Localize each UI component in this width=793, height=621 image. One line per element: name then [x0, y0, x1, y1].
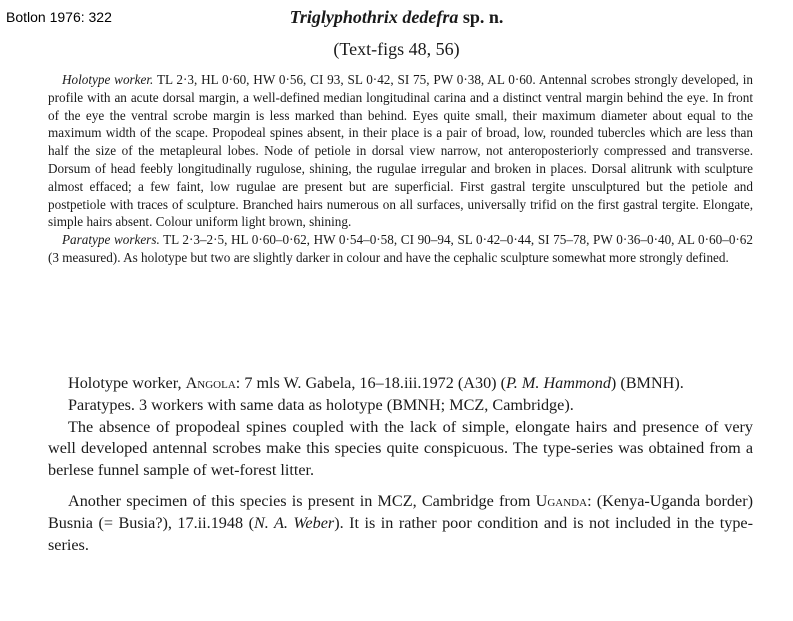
other-specimen-pre: Another specimen of this species is present in MCZ, Cambridge from: [68, 491, 536, 510]
other-specimen-post: ). It is in rather poor condition and is not included in the type-series.: [48, 513, 753, 554]
holotype-record-pre: Holotype worker,: [68, 374, 186, 392]
paratypes-record: Paratypes. 3 workers with same data as holotype (BMNH; MCZ, Cambridge).: [68, 395, 574, 414]
species-title: [0, 7, 793, 28]
type-data-block: [48, 373, 753, 556]
other-specimen-collector: N. A. Weber: [253, 513, 335, 532]
species-suffix: sp. n.: [458, 7, 504, 27]
other-specimen-paragraph: [48, 491, 753, 556]
paratype-description: [48, 231, 753, 267]
species-name: Triglyphothrix dedefra: [289, 7, 459, 27]
paratype-text: TL 2·3–2·5, HL 0·60–0·62, HW 0·54–0·58, CI 90–94, SL 0·42–0·44, SI 75–78, PW 0·36–0·40, AL 0·60–0·62 (3 measured). As holotype but two are slightly darker in colour and have the cephalic sculpture somewhat more strongly defined.: [48, 232, 753, 265]
discussion-paragraph: The absence of propodeal spines coupled with the lack of simple, elongate hairs and presence of very well developed antennal scrobes make this species quite conspicuous. The type-series was obtained from a berlese funnel sample of wet-forest litter.: [48, 417, 753, 480]
holotype-description: [48, 71, 753, 231]
figure-reference: (Text-figs 48, 56): [333, 39, 460, 59]
paratype-label: Paratype workers.: [62, 232, 160, 248]
holotype-country: Angola: [185, 374, 236, 392]
holotype-measurements: TL 2·3, HL 0·60, HW 0·56, CI 93, SL 0·42, SI 75, PW 0·38, AL 0·60.: [153, 72, 536, 87]
other-specimen-mid: : (Kenya-Uganda border) Busnia (= Busia?), 17.ii.1948 (: [48, 491, 753, 532]
holotype-record-mid: : 7 mls W. Gabela, 16–18.iii.1972 (A30) (: [235, 374, 506, 392]
other-specimen-country: Uganda: [535, 491, 588, 510]
holotype-collector: P. M. Hammond: [506, 374, 611, 392]
holotype-record: [48, 373, 753, 395]
holotype-record-post: ) (BMNH).: [610, 374, 684, 392]
holotype-text: Antennal scrobes strongly developed, in profile with an acute dorsal margin, a well-defined median longitudinal carina and a distinct ventral margin behind the eye. In front of the eye the ventral scrobe margin is less marked than behind. Eyes quite small, their maximum diameter about equal to the maximum width of the scape. Propodeal spines absent, in their place is a pair of broad, low, rounded tubercles which are less than half the size of the metapleural lobes. Node of petiole in dorsal view narrow, not anteroposteriorly compressed and transverse. Dorsum of head feebly longitudinally rugulose, shining, the rugulae irregular and broken in places. Dorsal alitrunk with sculpture almost effaced; a few faint, low rugulae are present but are superficial. First gastral tergite unsculptured but the petiole and postpetiole with traces of sculpture. Branched hairs numerous on all surfaces, universally trifid on the first gastral tergite. Elongate, simple hairs absent. Colour uniform light brown, shining.: [48, 72, 753, 230]
citation-label: Botlon 1976: 322: [6, 9, 112, 25]
description-block: [48, 71, 753, 267]
holotype-label: Holotype worker.: [62, 72, 154, 87]
